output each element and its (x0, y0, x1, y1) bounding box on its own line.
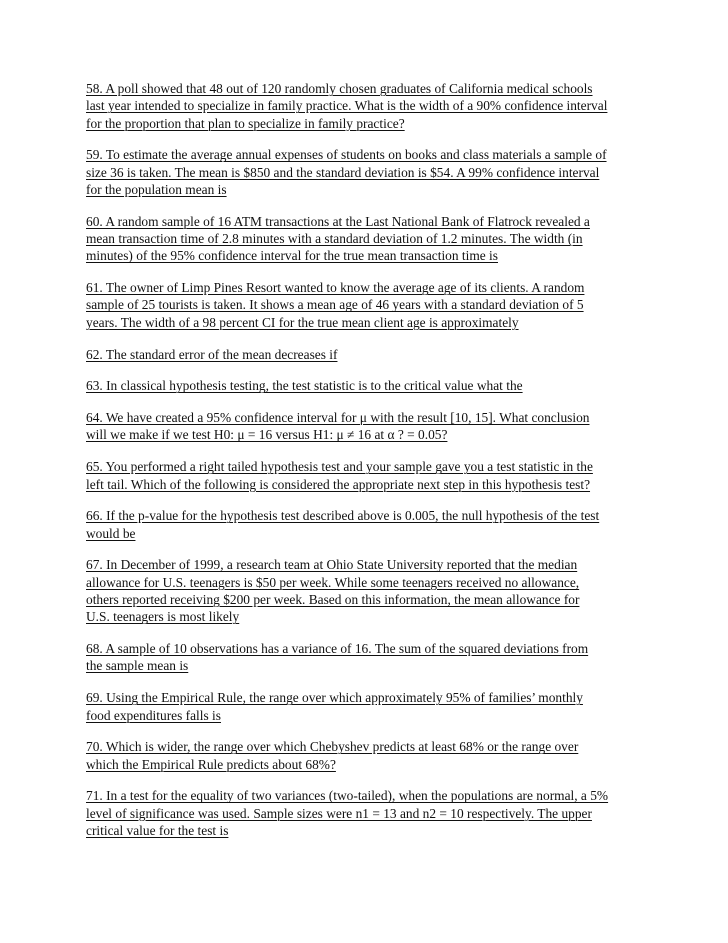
question-block (86, 738, 651, 773)
question-line (86, 556, 651, 573)
question-line (86, 574, 651, 591)
question-line (86, 213, 651, 230)
question-text: minutes) of the 95% confidence interval for the true mean transaction time is (86, 248, 498, 264)
question-line (86, 591, 651, 608)
question-line (86, 377, 651, 394)
question-text: last year intended to specialize in family practice. What is the width of a 90% confidence interval (86, 98, 608, 114)
question-line (86, 756, 651, 773)
question-text: 59. To estimate the average annual expenses of students on books and class materials a sample of (86, 147, 607, 163)
question-text: sample of 25 tourists is taken. It shows a mean age of 46 years with a standard deviation of 5 (86, 297, 584, 313)
question-text: 62. The standard error of the mean decreases if (86, 346, 338, 362)
question-text: mean transaction time of 2.8 minutes with a standard deviation of 1.2 minutes. The width (in (86, 231, 583, 247)
question-text: 70. Which is wider, the range over which Chebyshev predicts at least 68% or the range over (86, 739, 579, 755)
question-line (86, 314, 651, 331)
question-text: would be (86, 525, 136, 541)
question-line (86, 296, 651, 313)
question-text: years. The width of a 98 percent CI for the true mean client age is approximately (86, 314, 519, 330)
question-line (86, 80, 651, 97)
question-line (86, 507, 651, 524)
question-text: 71. In a test for the equality of two variances (two-tailed), when the populations are normal, a 5% (86, 788, 609, 804)
question-block (86, 409, 651, 444)
question-line (86, 247, 651, 264)
question-line (86, 146, 651, 163)
question-text: 61. The owner of Limp Pines Resort wanted to know the average age of its clients. A random (86, 280, 585, 296)
question-line (86, 738, 651, 755)
question-line (86, 476, 651, 493)
question-text: allowance for U.S. teenagers is $50 per week. While some teenagers received no allowance, (86, 574, 580, 590)
question-text: 64. We have created a 95% confidence interval for μ with the result [10, 15]. What conclusion (86, 410, 590, 426)
question-text: 65. You performed a right tailed hypothesis test and your sample gave you a test statistic in the (86, 459, 593, 475)
question-line (86, 608, 651, 625)
question-block (86, 556, 651, 625)
question-block (86, 80, 651, 132)
question-text: 58. A poll showed that 48 out of 120 randomly chosen graduates of California medical schools (86, 81, 593, 96)
question-line (86, 458, 651, 475)
question-text: 66. If the p-value for the hypothesis test described above is 0.005, the null hypothesis of the test (86, 508, 600, 524)
question-block (86, 507, 651, 542)
question-line (86, 230, 651, 247)
question-text: which the Empirical Rule predicts about 68%? (86, 756, 336, 772)
question-text: size 36 is taken. The mean is $850 and the standard deviation is $54. A 99% confidence interval (86, 164, 600, 180)
question-text: for the population mean is (86, 181, 227, 197)
question-block (86, 146, 651, 198)
question-text: 69. Using the Empirical Rule, the range over which approximately 95% of families’ monthly (86, 690, 583, 706)
question-text: for the proportion that plan to specialize in family practice? (86, 115, 405, 131)
question-block (86, 213, 651, 265)
question-block (86, 458, 651, 493)
question-line (86, 115, 651, 132)
question-line (86, 707, 651, 724)
question-text: left tail. Which of the following is considered the appropriate next step in this hypothesis test? (86, 476, 591, 492)
question-line (86, 164, 651, 181)
question-line (86, 689, 651, 706)
document-page (86, 80, 651, 854)
question-line (86, 525, 651, 542)
question-line (86, 822, 651, 839)
question-line (86, 97, 651, 114)
question-text: critical value for the test is (86, 823, 229, 838)
question-block (86, 346, 651, 363)
question-line (86, 346, 651, 363)
question-text: the sample mean is (86, 658, 189, 674)
question-line (86, 657, 651, 674)
question-text: food expenditures falls is (86, 707, 221, 723)
question-text: 60. A random sample of 16 ATM transactions at the Last National Bank of Flatrock revealed a (86, 213, 590, 229)
question-text: U.S. teenagers is most likely (86, 609, 240, 625)
question-line (86, 279, 651, 296)
question-line (86, 409, 651, 426)
question-text: 67. In December of 1999, a research team at Ohio State University reported that the median (86, 557, 578, 573)
question-line (86, 181, 651, 198)
question-list (86, 80, 651, 839)
question-block (86, 689, 651, 724)
question-line (86, 640, 651, 657)
question-text: 68. A sample of 10 observations has a variance of 16. The sum of the squared deviations from (86, 641, 589, 657)
question-text: 63. In classical hypothesis testing, the test statistic is to the critical value what the (86, 378, 523, 394)
question-block (86, 279, 651, 331)
question-text: others reported receiving $200 per week. Based on this information, the mean allowance for (86, 592, 580, 608)
question-line (86, 805, 651, 822)
question-line (86, 426, 651, 443)
question-block (86, 640, 651, 675)
question-text: will we make if we test H0: μ = 16 versus H1: μ ≠ 16 at α ? = 0.05? (86, 427, 448, 443)
question-block (86, 787, 651, 839)
question-block (86, 377, 651, 394)
question-text: level of significance was used. Sample sizes were n1 = 13 and n2 = 10 respectively. The upper (86, 805, 592, 821)
question-line (86, 787, 651, 804)
